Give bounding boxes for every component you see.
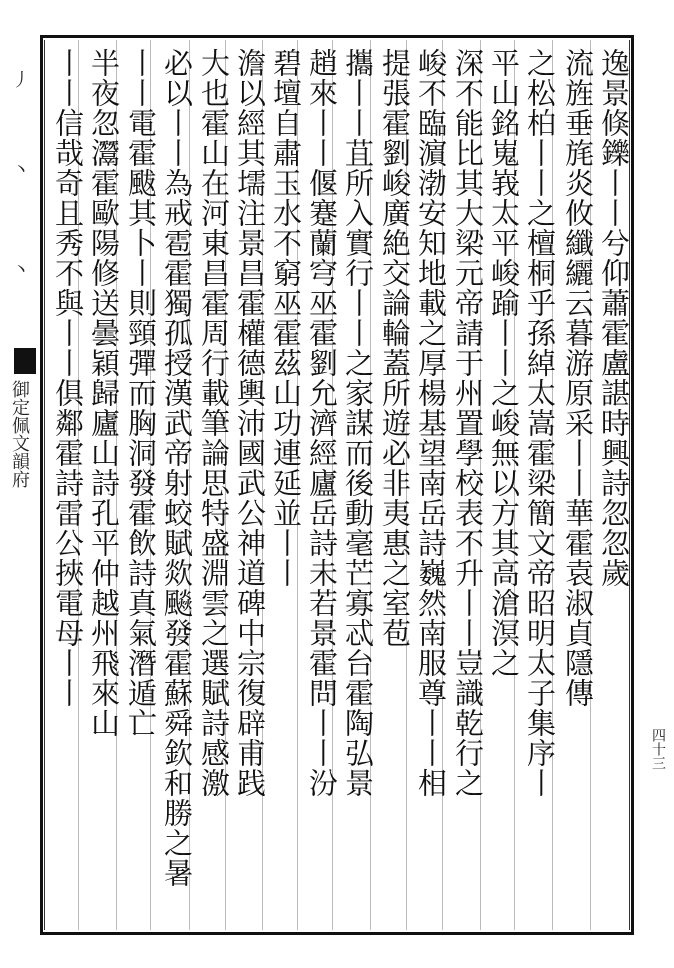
text-column-6: 峻不臨濵渤安知地載之厚楊基望南岳詩巍然南服尊丨丨相 — [414, 48, 448, 798]
text-column-10: 碧壇自肅玉水不窮巫霍茲山功連延並丨丨 — [269, 48, 303, 588]
text-column-11: 澹以經其壖注景昌霍權德輿沛國武公神道碑中宗復辟甫践 — [233, 48, 267, 798]
text-column-12: 大也霍山在河東昌霍周行載筆論思特盛淵雲之選賦詩感激 — [197, 48, 231, 798]
book-title: 御定佩文韻府 — [9, 380, 30, 488]
text-column-2: 流旌垂旄炎攸纖纚云暮游原采丨丨華霍袁淑貞隱傳 — [561, 48, 595, 708]
text-column-15: 半夜忽灊霍歐陽修送曇穎歸廬山詩孔平仲越州飛來山 — [87, 48, 121, 738]
margin-tick: 丶 — [9, 160, 30, 178]
margin-tick: 丶 — [9, 260, 30, 278]
page-number: 四十三 — [650, 728, 666, 770]
page-margin — [2, 30, 38, 930]
text-column-7: 提張霍劉峻廣絶交論輪蓋所遊必非夷惠之室苞 — [378, 48, 412, 648]
text-column-16: 丨丨信哉奇且秀不與丨丨俱鄰霍詩雷公挾電母丨丨 — [51, 48, 85, 708]
text-column-8: 攜丨丨苴所入實行丨丨之家謀而後動毫芒寡忒台霍陶弘景 — [341, 48, 375, 798]
fishtail-mark — [14, 348, 36, 374]
text-column-5: 深不能比其大梁元帝請于州置學校表不升丨丨豈識乾行之 — [451, 48, 485, 798]
text-column-14: 丨丨電霍颰其卜丨則頸彈而胸洞發霍飲詩真氣潛遁亡 — [124, 48, 158, 738]
margin-tick: 丿 — [9, 70, 30, 88]
text-column-3: 之松柏丨丨之檀桐乎孫綽太嵩霍梁簡文帝昭明太子集序丨 — [523, 48, 557, 798]
text-column-13: 必以丨丨為戒雹霍獨孤授漢武帝射蛟賦欻飈發霍蘇舜欽和勝之暑 — [160, 48, 194, 888]
text-column-9: 趙來丨丨偃蹇蘭穹巫霍劉允濟經廬岳詩未若景霍問丨丨汾 — [305, 48, 339, 798]
text-column-1: 逸景倏鑠丨丨兮仰蕭霍盧諶時興詩忽忽歲 — [597, 48, 631, 588]
text-column-4: 平山銘嵬峩太平峻踰丨丨之峻無以方其高滄溟之 — [487, 48, 521, 678]
